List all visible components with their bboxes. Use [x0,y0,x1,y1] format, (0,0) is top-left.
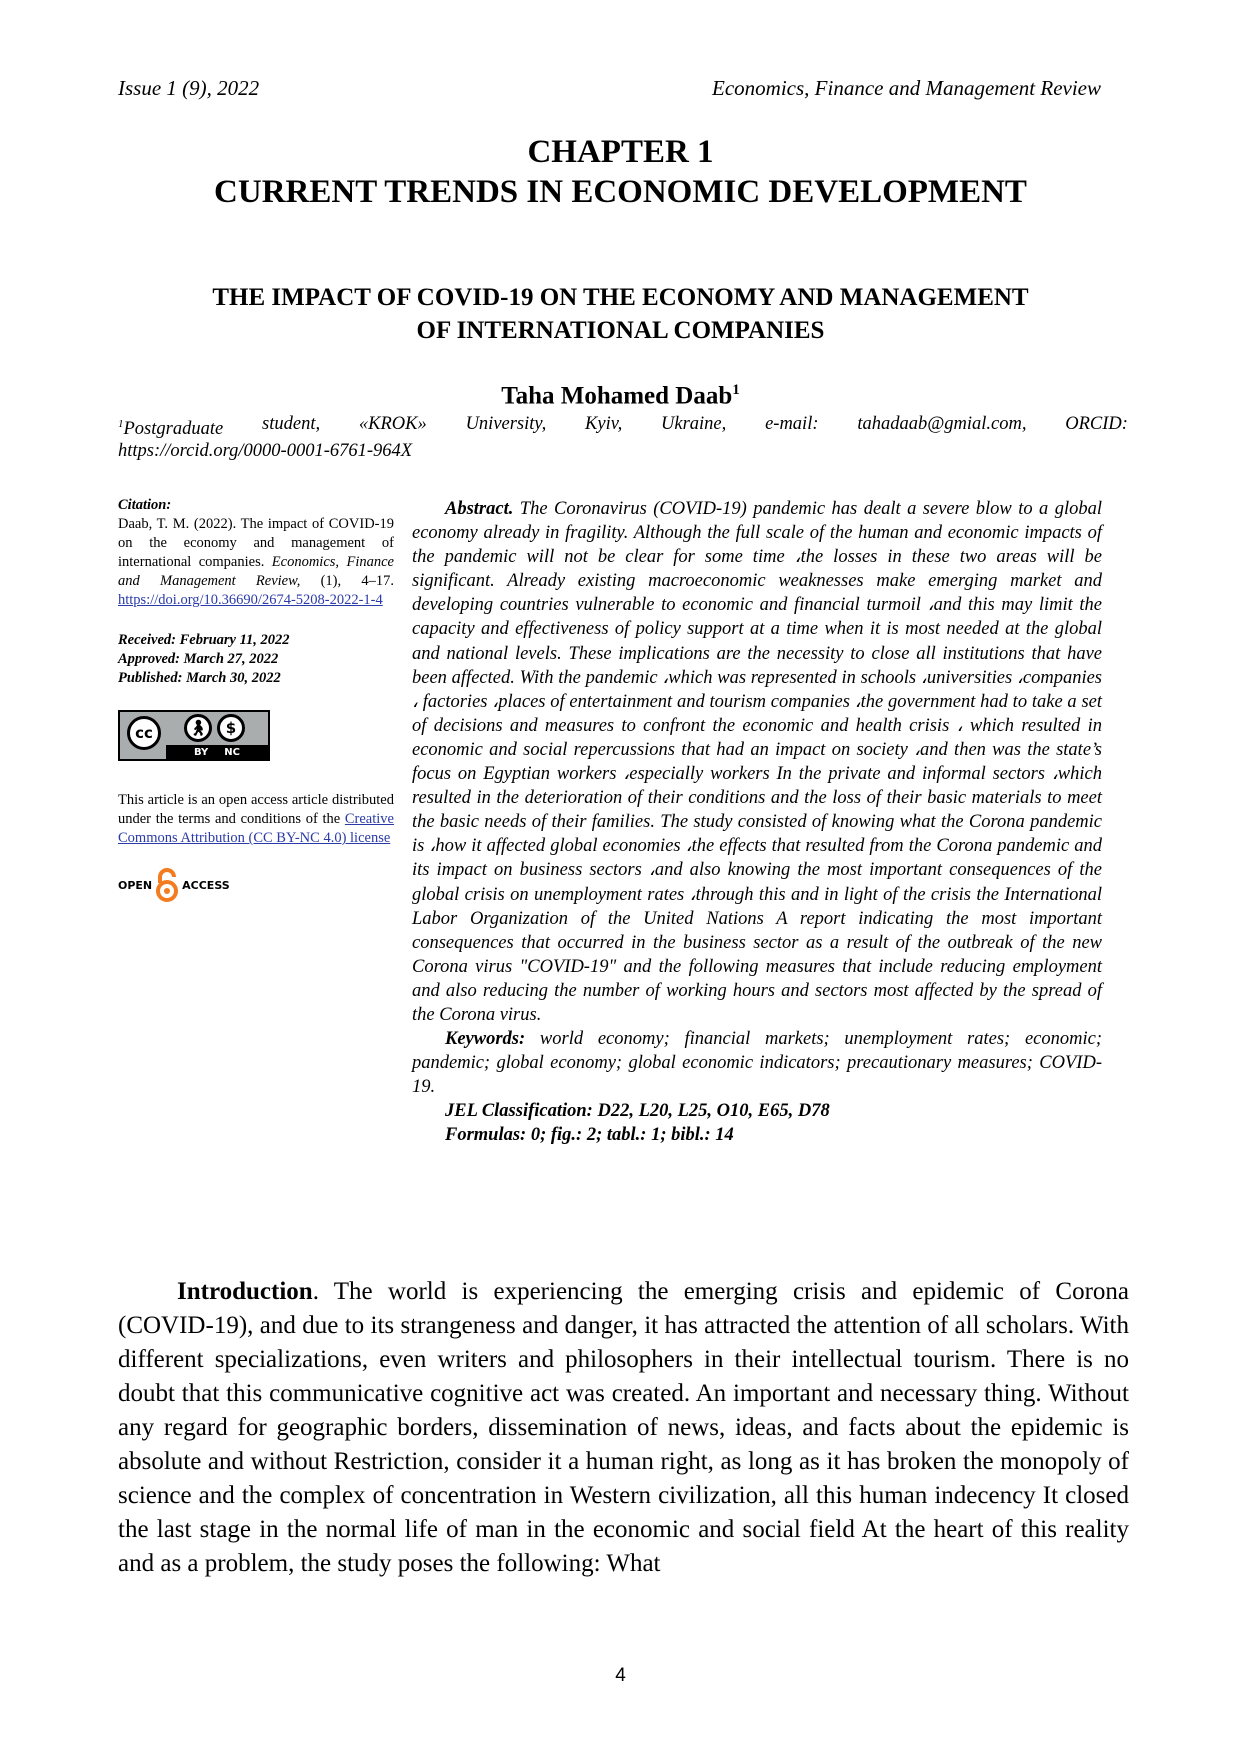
orcid-link[interactable]: https://orcid.org/0000-0001-6761-964X [118,441,413,462]
sidebar [118,496,394,902]
article-title-line-1: THE IMPACT OF COVID-19 ON THE ECONOMY AND MANAGEMENT [212,284,1029,311]
abstract-paragraph [412,497,1102,1027]
citation-text: Daab, T. M. (2022). The impact of COVID-19 on the economy and management of international companies. [118,516,394,570]
chapter-title: CURRENT TRENDS IN ECONOMIC DEVELOPMENT [214,174,1027,210]
affiliation-line-1 [118,413,1128,440]
approved-date: Approved: March 27, 2022 [118,651,279,667]
page-number: 4 [615,1665,626,1686]
citation-label: Citation: [118,497,172,513]
author-name-text: Taha Mohamed Daab [501,382,733,410]
formulas-count: Formulas: 0; fig.: 2; tabl.: 1; bibl.: 14 [445,1125,734,1146]
license-link[interactable]: Creative Commons Attribution (CC BY-NC 4.0) license [118,811,394,846]
intro-paragraph [118,1275,1129,1581]
article-title-line-2: OF INTERNATIONAL COMPANIES [416,317,825,344]
introduction [118,1275,1129,1581]
keywords-paragraph [412,1027,1102,1099]
citation-journal: Economics, Finance and Management Review, [118,554,394,589]
affiliation-word: Kyiv, [585,414,623,434]
published-date: Published: March 30, 2022 [118,670,281,686]
affiliation [118,413,1128,462]
publication-dates [118,631,394,688]
intro-text: . The world is experiencing the emerging crisis and epidemic of Corona (COVID-19), and due to its strangeness and danger, it has attracted the attention of all scholars. With different specializations, even writers and philosophers in their intellectual tourism. There is no doubt that this communicative cognitive act was created. An important and necessary thing. Without any regard for geographic borders, dissemination of news, ideas, and facts about the epidemic is absolute and without Restriction, consider it a human right, as long as it has broken the monopoly of science and the complex of concentration in Western civilization, all this human indecency It closed the last stage in the normal life of man in the economic and social field At the heart of this reality and as a problem, the study poses the following: What [118,1278,1129,1577]
license-strip [166,745,268,759]
open-access-word: OPEN [118,878,153,892]
noncommercial-icon: $ [217,714,245,742]
abstract-text: The Coronavirus (COVID-19) pandemic has dealt a severe blow to a global economy already in fragility. Although the full scale of the human and economic impacts of the pandemic will not be clear for some time ،the losses in these two areas will be significant. Already existing macroeconomic weaknesses make emerging market and developing countries vulnerable to economic and financial turmoil ،and this may limit the capacity and effectiveness of policy support at a time when it is most needed at the global and national levels. These implications are the necessity to close all institutions that have been affected. With the pandemic ،which was represented in schools ،universities ،companies ، factories ،places of entertainment and tourism companies ،the government had to take a set of decisions and measures to confront the economic and health crisis ، which resulted in economic and social repercussions that had an impact on society ،and then was the state’s focus on Egyptian workers ،especially workers In the private and informal sectors ،which resulted in the deterioration of their conditions and the loss of their basic materials to meet the basic needs of their families. The study consisted of knowing what the Corona pandemic is ،how it affected global economies ،the effects that resulted from the Corona pandemic and its impact on business sectors ،and also knowing the most important consequences of the global crisis on unemployment rates ،through this and in light of the crisis the International Labor Organization of the United Nations A report indicating the most important consequences that occurred in the business sector as a result of the outbreak of the new Corona virus "COVID-19" and the following measures that include reducing employment and also reducing the number of working hours and sectors most affected by the spread of the Corona virus. [412,499,1102,1025]
access-word: ACCESS [182,878,230,892]
received-date: Received: February 11, 2022 [118,632,290,648]
citation-doi-link[interactable]: https://doi.org/10.36690/2674-5208-2022-1-4 [118,592,383,608]
affiliation-superscript: 1 [118,418,124,430]
affiliation-word: «KROK» [358,414,427,434]
license-by: BY [193,746,209,758]
chapter-number: CHAPTER 1 [527,134,714,170]
affiliation-word: tahadaab@gmial.com, [857,414,1027,434]
affiliation-word: e-mail: [765,414,819,434]
open-access-prefix: This article is an open access article distributed under the terms and conditions of the [118,792,394,827]
keywords-label: Keywords: [445,1029,526,1050]
cc-by-nc-license-badge[interactable] [118,710,270,761]
affiliation-word [118,413,223,440]
license-nc: NC [224,746,241,758]
open-lock-icon [154,868,180,902]
citation-issue: (1), 4–17. [300,573,394,589]
keywords-text: world economy; financial markets; unemployment rates; economic; pandemic; global economy; global economic indicators; precautionary measures; COVID-19. [412,1029,1102,1098]
abstract-label: Abstract. [445,499,514,519]
affiliation-word-text: Postgraduate [123,419,224,440]
attribution-person-icon: 🚶︎ [184,714,212,742]
abstract [412,497,1102,1148]
cc-icon: cc [127,716,161,750]
citation-block [118,515,394,610]
affiliation-word: ORCID: [1065,414,1128,434]
author-name [0,382,1241,410]
journal-header: Economics, Finance and Management Review [712,76,1101,100]
affiliation-word: Ukraine, [661,414,727,434]
jel-classification: JEL Classification: D22, L20, L25, O10, E65, D78 [445,1101,830,1122]
author-superscript: 1 [732,382,740,398]
affiliation-word: University, [465,414,547,434]
open-access-statement [118,791,394,848]
affiliation-word: student, [262,414,321,434]
intro-label: Introduction [177,1278,313,1305]
issue-header: Issue 1 (9), 2022 [118,76,260,100]
open-access-logo [118,868,394,902]
